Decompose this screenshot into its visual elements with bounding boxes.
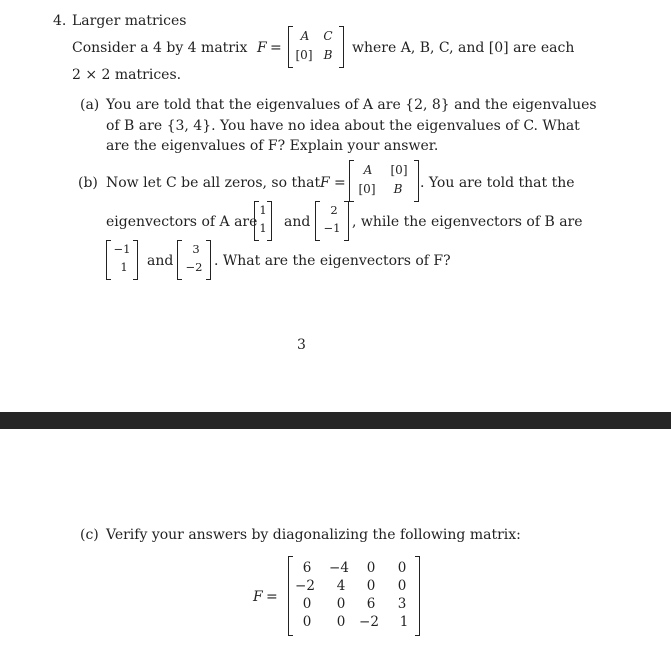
eigvec-B2	[177, 240, 211, 280]
matrix-cell: −2	[295, 578, 315, 594]
matrix-cell: 0	[302, 596, 312, 612]
part-c-F: F	[253, 589, 263, 605]
matrix-cell: [0]	[390, 163, 408, 177]
vector-entry: 2	[330, 203, 338, 217]
matrix-cell: 6	[302, 560, 312, 576]
vector-entry: 3	[192, 242, 200, 256]
vector-entry: −1	[113, 242, 131, 256]
part-a-line3: are the eigenvalues of F? Explain your answer.	[106, 138, 439, 154]
vector-entry: 1	[259, 203, 267, 217]
vector-entry: 1	[259, 221, 267, 235]
problem-title: Larger matrices	[72, 13, 187, 29]
matrix-cell: −4	[329, 560, 349, 576]
eigvec-B1	[106, 240, 138, 280]
matrix-cell: B	[323, 48, 333, 62]
matrix-cell: 4	[336, 578, 346, 594]
page-number: 3	[297, 337, 306, 353]
part-a-line1: You are told that the eigenvalues of A are {2, 8} and the eigenvalues	[106, 97, 597, 113]
vector-entry: 1	[120, 260, 128, 274]
matrix-cell: −2	[359, 614, 379, 630]
block-matrix-general	[288, 26, 344, 68]
part-b-eq: =	[334, 175, 346, 191]
intro-prefix: Consider a 4 by 4 matrix	[72, 40, 248, 56]
intro-suffix: where A, B, C, and [0] are each	[352, 40, 575, 56]
intro-eq: =	[270, 40, 282, 56]
matrix-cell: 3	[397, 596, 407, 612]
vector-entry: −2	[185, 260, 203, 274]
matrix-cell: A	[363, 163, 373, 177]
and-word: and	[147, 253, 174, 269]
block-matrix-zero	[349, 160, 419, 202]
matrix-cell: 0	[397, 560, 407, 576]
part-b-line3-suffix: . What are the eigenvectors of F?	[214, 253, 451, 269]
matrix-cell: B	[393, 182, 403, 196]
matrix-cell: 0	[336, 614, 346, 630]
part-c-text: Verify your answers by diagonalizing the following matrix:	[106, 527, 521, 543]
problem-number: 4.	[53, 13, 67, 29]
page-divider	[0, 412, 671, 429]
part-b-label: (b)	[78, 175, 98, 191]
matrix-cell: C	[323, 29, 333, 43]
part-b-F: F	[320, 175, 330, 191]
matrix-cell: A	[300, 29, 310, 43]
part-b-line2-prefix: eigenvectors of A are	[106, 214, 258, 230]
matrix-cell: 6	[366, 596, 376, 612]
matrix-cell: [0]	[295, 48, 313, 62]
intro-line2: 2 × 2 matrices.	[72, 67, 182, 83]
matrix-cell: 0	[302, 614, 312, 630]
eigvec-A1	[254, 201, 272, 241]
matrix-cell: 0	[397, 578, 407, 594]
matrix-cell: [0]	[358, 182, 376, 196]
matrix-F	[288, 556, 420, 636]
intro-F: F	[257, 40, 267, 56]
part-c-label: (c)	[80, 527, 99, 543]
part-a-label: (a)	[80, 97, 100, 113]
and-word: and	[284, 214, 311, 230]
matrix-cell: 1	[399, 614, 409, 630]
part-c-eq: =	[266, 589, 278, 605]
part-b-line1-suffix: . You are told that the	[420, 175, 575, 191]
part-a-line2: of B are {3, 4}. You have no idea about the eigenvalues of C. What	[106, 118, 580, 134]
vector-entry: −1	[323, 221, 341, 235]
matrix-cell: 0	[366, 560, 376, 576]
matrix-cell: 0	[336, 596, 346, 612]
part-b-line2-suffix: , while the eigenvectors of B are	[352, 214, 583, 230]
part-b-line1-prefix: Now let C be all zeros, so that	[106, 175, 321, 191]
eigvec-A2	[315, 201, 349, 241]
matrix-cell: 0	[366, 578, 376, 594]
